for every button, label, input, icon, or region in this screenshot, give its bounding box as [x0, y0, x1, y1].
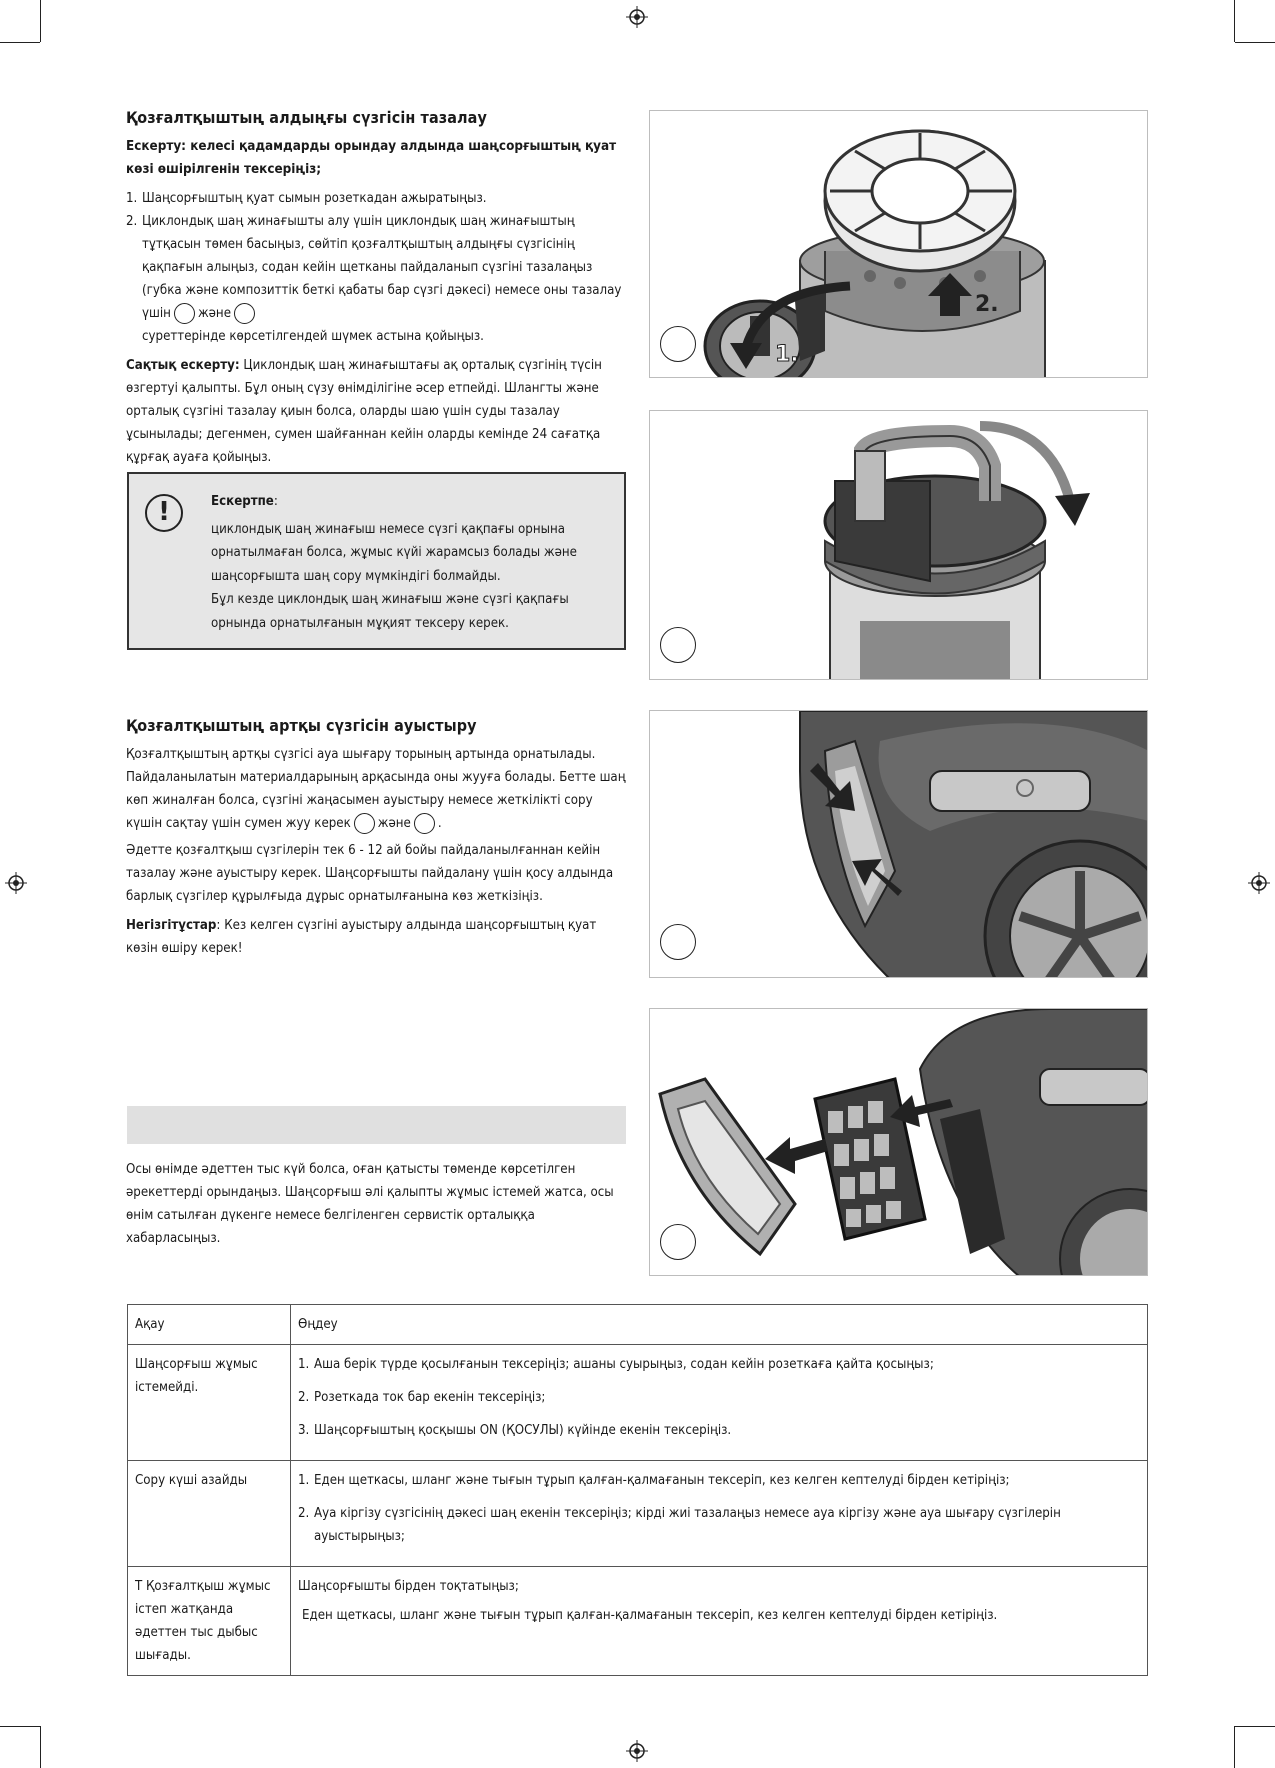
- table-cell-fault: Сору күші азайды: [128, 1461, 291, 1567]
- crop-mark: [1234, 0, 1235, 42]
- list-item: 1. Еден щеткасы, шланг және тығын тұрып қалған-қалмағанын тексеріп, кез келген кептелуді бірден кетіріңіз;: [298, 1473, 1010, 1488]
- registration-mark-icon: [1248, 872, 1270, 894]
- caution-label: Сақтық ескерту:: [126, 358, 240, 373]
- table-cell-fault: Шаңсорғыш жұмыс істемейді.: [128, 1345, 291, 1461]
- action-text: Еден щеткасы, шланг және тығын тұрып қалған-қалмағанын тексеріп, кез келген кептелуді бірден кетіріңіз.: [302, 1608, 998, 1623]
- registration-mark-icon: [626, 6, 648, 28]
- figure-rear-grille-removal: [649, 710, 1148, 978]
- figure-number-circle: [660, 326, 696, 362]
- registration-mark-icon: [626, 1740, 648, 1762]
- crop-mark: [1234, 1726, 1235, 1768]
- table-row: [128, 1567, 1148, 1676]
- section-heading: Қозғалтқыштың алдыңғы сүзгісін тазалау: [126, 108, 487, 127]
- steps-list: [126, 187, 626, 348]
- paragraph: Әдетте қозғалтқыш сүзгілерін тек 6 - 12 ай бойы пайдаланылғаннан кейін тазалау және ауыстыру керек. Шаңсорғышты пайдалану үшін қосу алдында барлық сүзгілер құрылғыда дұрыс орнатылғанына көз жеткізіңіз.: [126, 843, 614, 904]
- list-item: 2. Ауа кіргізу сүзгісінің дәкесі шаң екенін тексеріңіз; кірді жиі тазалаңыз немесе ауа кіргізу және ауа шығару сүзгілерін ауыстырыңыз;: [298, 1506, 1061, 1544]
- registration-mark-icon: [5, 872, 27, 894]
- table-cell-action: [291, 1345, 1148, 1461]
- figure-number-circle: [660, 924, 696, 960]
- paragraph: Қозғалтқыштың артқы сүзгісі ауа шығару торының артында орнатылады. Пайдаланылатын материалдарының арқасында оны жууға болады. Бетте шаң көп жиналған болса, сүзгіні жаңасымен ауыстыру немесе жеткілікті сору күшін сақтау үшін сумен жуу керек және .: [126, 743, 626, 835]
- figure-ref-circle-icon: [234, 303, 255, 324]
- paragraph: Осы өнімде әдеттен тыс күй болса, оған қатысты төменде көрсетілген әрекеттерді орындаңыз. Шаңсорғыш әлі қалыпты жұмыс істемей жатса, осы өнім сатылған дүкенге немесе белгіленген сервистік орталыққа хабарласыңыз.: [126, 1162, 614, 1246]
- caution-text: Циклондық шаң жинағыштағы ақ орталық сүзгінің түсін өзгертуі қалыпты. Бұл оның сүзу өнімділігіне әсер етпейді. Шлангты және орталық сүзгіні тазалау қиын болса, оларды шаю үшін суды тазалау ұсынылады; дегенмен, сумен шайғаннан кейін оларды кемінде 24 сағатқа құрғақ ауаға қойыңыз.: [126, 358, 602, 465]
- step-text: Циклондық шаң жинағышты алу үшін циклондық шаң жинағыштың тұтқасын төмен басыңыз, сөйтіп қозғалтқыштың алдыңғы сүзгісінің қақпағын алыңыз, содан кейін щетканы пайдаланып сүзгіні тазалаңыз (губка және композиттік беткі қабаты бар сүзгі дәкесі) немесе оны тазалау үшін: [142, 214, 622, 321]
- crop-mark: [1235, 1726, 1275, 1727]
- figure-number-circle: [660, 627, 696, 663]
- step-label-2: 2.: [975, 292, 999, 317]
- table-header-cell: Ақау: [128, 1305, 291, 1345]
- crop-mark: [40, 1726, 41, 1768]
- important-label: Негізгітұстар: [126, 918, 217, 933]
- table-row: [128, 1461, 1148, 1567]
- note-title: Ескертпе:: [211, 494, 278, 509]
- list-item: [126, 187, 626, 210]
- step-text: суреттерінде көрсетілгендей шүмек астына қойыңыз.: [142, 329, 484, 344]
- important-paragraph: Негізгітұстар: Кез келген сүзгіні ауыстыру алдында шаңсорғыштың қуат көзін өшіру керек!: [126, 918, 597, 956]
- list-item: [126, 210, 626, 348]
- figure-ref-circle-icon: [414, 813, 435, 834]
- table-cell-action: [291, 1567, 1148, 1676]
- caution-paragraph: [126, 354, 626, 469]
- list-item: 3. Шаңсорғыштың қосқышы ON (ҚОСУЛЫ) күйінде екенін тексеріңіз.: [298, 1423, 732, 1438]
- list-item: 2. Розеткада ток бар екенін тексеріңіз;: [298, 1390, 546, 1405]
- note-line: циклондық шаң жинағыш немесе сүзгі қақпағы орнына орнатылмаған болса, жұмыс күйі жарамсыз болады және шаңсорғышта шаң сору мүмкіндігі болмайды.: [211, 521, 577, 584]
- step-label-1: 1.: [775, 342, 799, 367]
- figure-rear-filter-replacement: [649, 1008, 1148, 1276]
- illustration: [650, 1009, 1148, 1276]
- step-and: және: [197, 306, 231, 321]
- step-number: 2.: [126, 214, 138, 229]
- note-line: Бұл кезде циклондық шаң жинағыш және сүзгі қақпағы орнында орнатылғанын мұқият тексеру керек.: [211, 592, 569, 631]
- section-troubleshooting: [126, 1158, 616, 1250]
- note-content: [211, 490, 611, 635]
- crop-mark: [0, 1726, 40, 1727]
- figure-number-circle: [660, 1224, 696, 1260]
- section-front-filter: [126, 108, 626, 469]
- crop-mark: [40, 0, 41, 42]
- table-cell-fault: Т Қозғалтқыш жұмыс істеп жатқанда әдеттен тыс дыбыс шығады.: [128, 1567, 291, 1676]
- troubleshooting-table: [127, 1304, 1148, 1676]
- section-heading: Қозғалтқыштың артқы сүзгісін ауыстыру: [126, 716, 477, 735]
- figure-ref-circle-icon: [354, 813, 375, 834]
- action-text: Шаңсорғышты бірден тоқтатыңыз;: [298, 1579, 519, 1594]
- action-list: [298, 1353, 1140, 1442]
- figure-dust-container-lock: [649, 410, 1148, 680]
- note-box: [127, 472, 626, 650]
- warning-paragraph: [126, 135, 626, 181]
- crop-mark: [1235, 42, 1275, 43]
- figure-ref-circle-icon: [174, 303, 195, 324]
- table-row: [128, 1345, 1148, 1461]
- figure-front-filter-removal: [649, 110, 1148, 378]
- action-list: [298, 1469, 1140, 1548]
- warning-label: Ескерту:: [126, 139, 187, 154]
- illustration: [650, 111, 1148, 378]
- table-cell-action: [291, 1461, 1148, 1567]
- warning-text: келесі қадамдарды орындау алдында шаңсорғыштың қуат көзі өшірілгенін тексеріңіз;: [126, 139, 617, 177]
- crop-mark: [0, 42, 40, 43]
- table-header-row: [128, 1305, 1148, 1345]
- exclamation-icon: !: [145, 494, 183, 532]
- table-header-cell: Өңдеу: [291, 1305, 1148, 1345]
- illustration: [650, 711, 1148, 978]
- list-item: 1. Аша берік түрде қосылғанын тексеріңіз; ашаны суырыңыз, содан кейін розеткаға қайта қосыңыз;: [298, 1357, 934, 1372]
- section-rear-filter: [126, 716, 626, 960]
- step-text: Шаңсорғыштың қуат сымын розеткадан ажыратыңыз.: [142, 191, 487, 206]
- illustration: [650, 411, 1148, 680]
- troubleshooting-heading-bar: [127, 1106, 626, 1144]
- step-number: 1.: [126, 191, 138, 206]
